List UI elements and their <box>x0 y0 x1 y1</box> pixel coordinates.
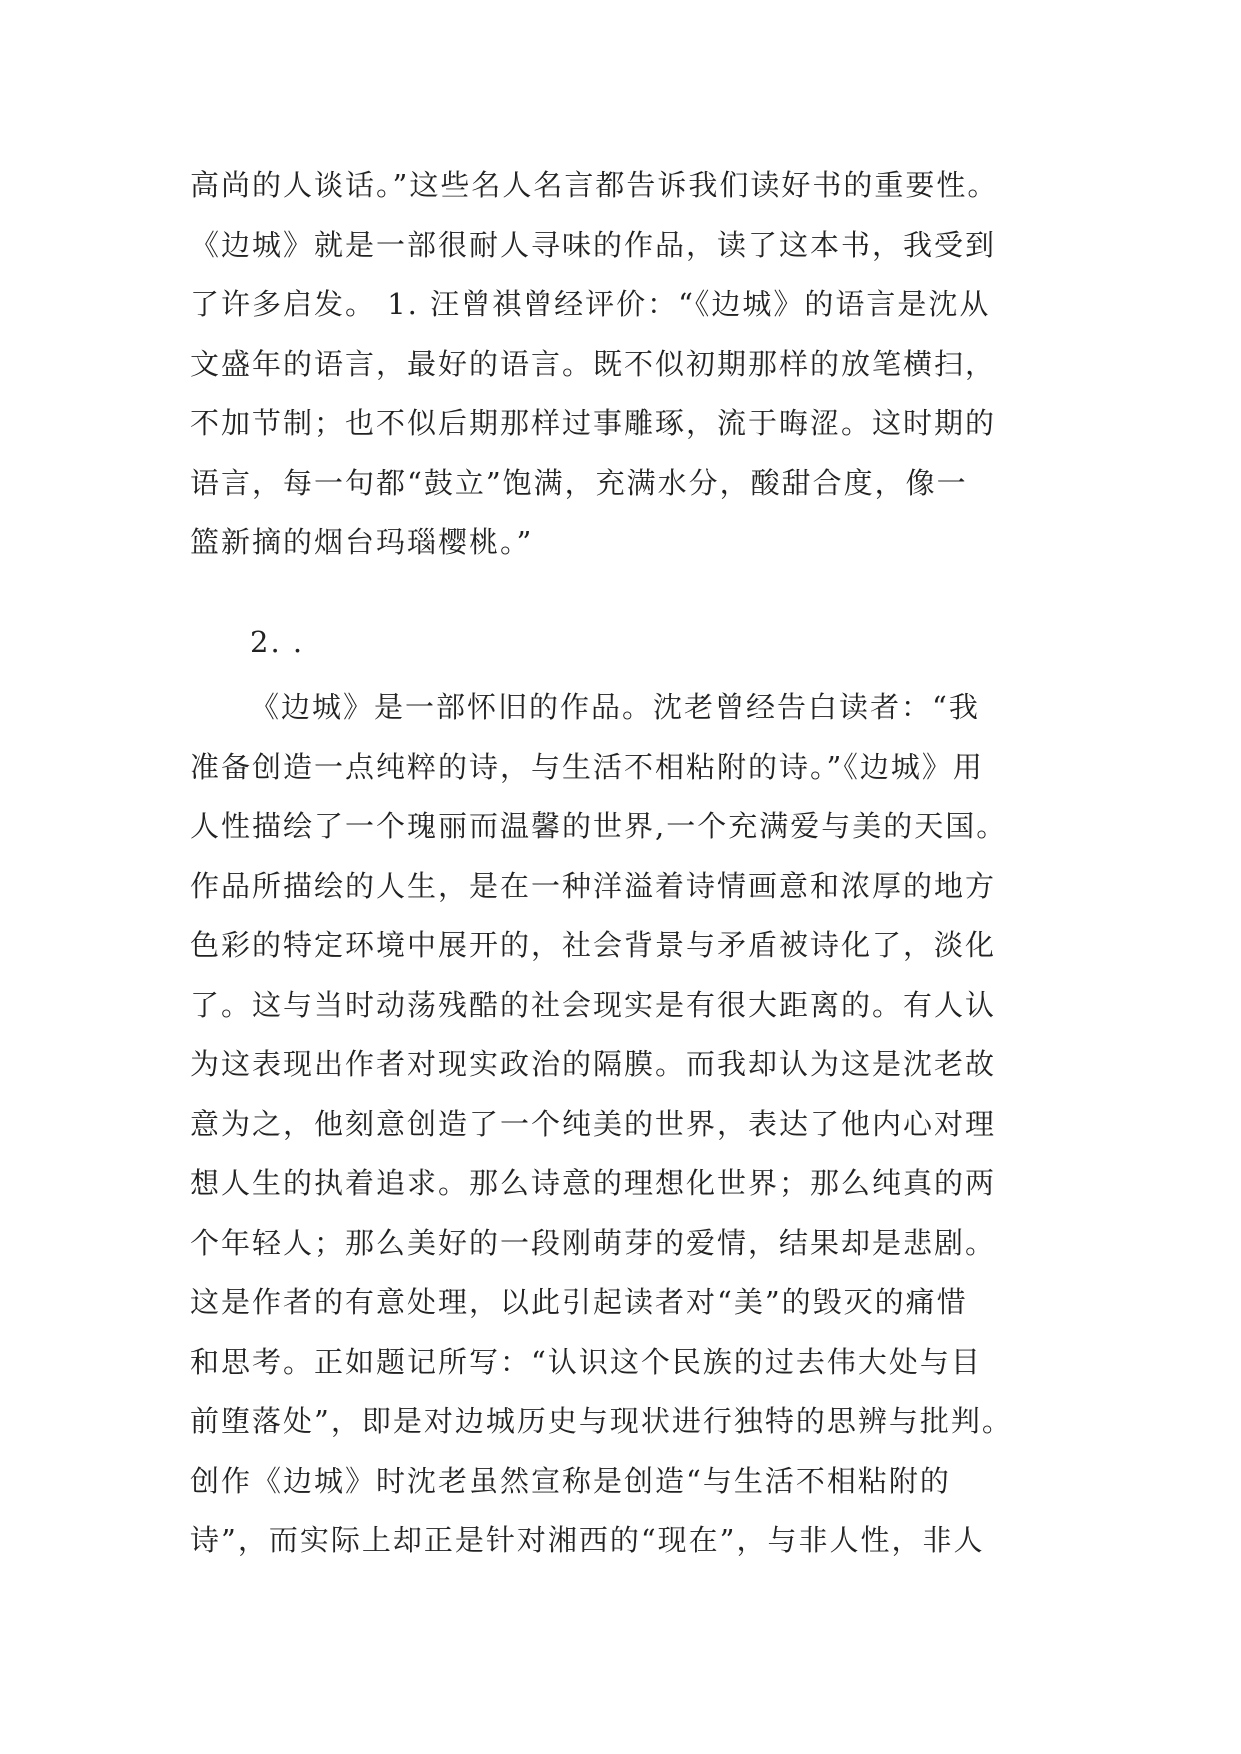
item-number-2: 2. . <box>250 625 305 659</box>
text-line: 不加节制；也不似后期那样过事雕琢，流于晦涩。这时期的 <box>190 406 997 440</box>
text-line: 想人生的执着追求。那么诗意的理想化世界；那么纯真的两 <box>190 1166 997 1200</box>
text-line: 和思考。正如题记所写：“认识这个民族的过去伟大处与目 <box>190 1344 982 1379</box>
text-line: 文盛年的语言，最好的语言。既不似初期那样的放笔横扫， <box>190 346 997 381</box>
text-line: 《边城》就是一部很耐人寻味的作品，读了这本书，我受到 <box>190 227 997 262</box>
text-line: 诗”，而实际上却正是针对湘西的“现在”，与非人性，非人 <box>190 1523 985 1557</box>
text-line: 高尚的人谈话。”这些名人名言都告诉我们读好书的重要性。 <box>190 168 999 202</box>
text-line: 作品所描绘的人生，是在一种洋溢着诗情画意和浓厚的地方 <box>190 868 997 903</box>
text-line: 语言，每一句都“鼓立”饱满，充满水分，酸甜合度，像一 <box>190 465 968 500</box>
text-line: 准备创造一点纯粹的诗，与生活不相粘附的诗。”《边城》用 <box>190 749 984 784</box>
text-line: 前堕落处”，即是对边城历史与现状进行独特的思辨与批判。 <box>190 1404 1013 1438</box>
text-line: 意为之，他刻意创造了一个纯美的世界，表达了他内心对理 <box>190 1106 997 1141</box>
text-line: 这是作者的有意处理，以此引起读者对“美”的毁灭的痛惜 <box>190 1285 968 1319</box>
text-line: 为这表现出作者对现实政治的隔膜。而我却认为这是沈老故 <box>190 1047 997 1081</box>
text-line: 篮新摘的烟台玛瑙樱桃。” <box>190 525 534 559</box>
text-line: 人性描绘了一个瑰丽而温馨的世界,一个充满爱与美的天国。 <box>190 809 1008 843</box>
text-line: 了。这与当时动荡残酷的社会现实是有很大距离的。有人认 <box>190 987 997 1022</box>
text-line: 色彩的特定环境中展开的，社会背景与矛盾被诗化了，淡化 <box>190 928 997 962</box>
paragraph-2 <box>190 678 1090 1571</box>
text-line: 个年轻人；那么美好的一段刚萌芽的爱情，结果却是悲剧。 <box>190 1225 997 1260</box>
text-line: 了许多启发。 1. 汪曾祺曾经评价：“《边城》的语言是沈从 <box>190 287 991 321</box>
text-line: 创作《边城》时沈老虽然宣称是创造“与生活不相粘附的 <box>190 1463 951 1498</box>
paragraph-1 <box>190 156 1090 573</box>
text-line: 《边城》是一部怀旧的作品。沈老曾经告白读者：“我 <box>250 690 980 724</box>
